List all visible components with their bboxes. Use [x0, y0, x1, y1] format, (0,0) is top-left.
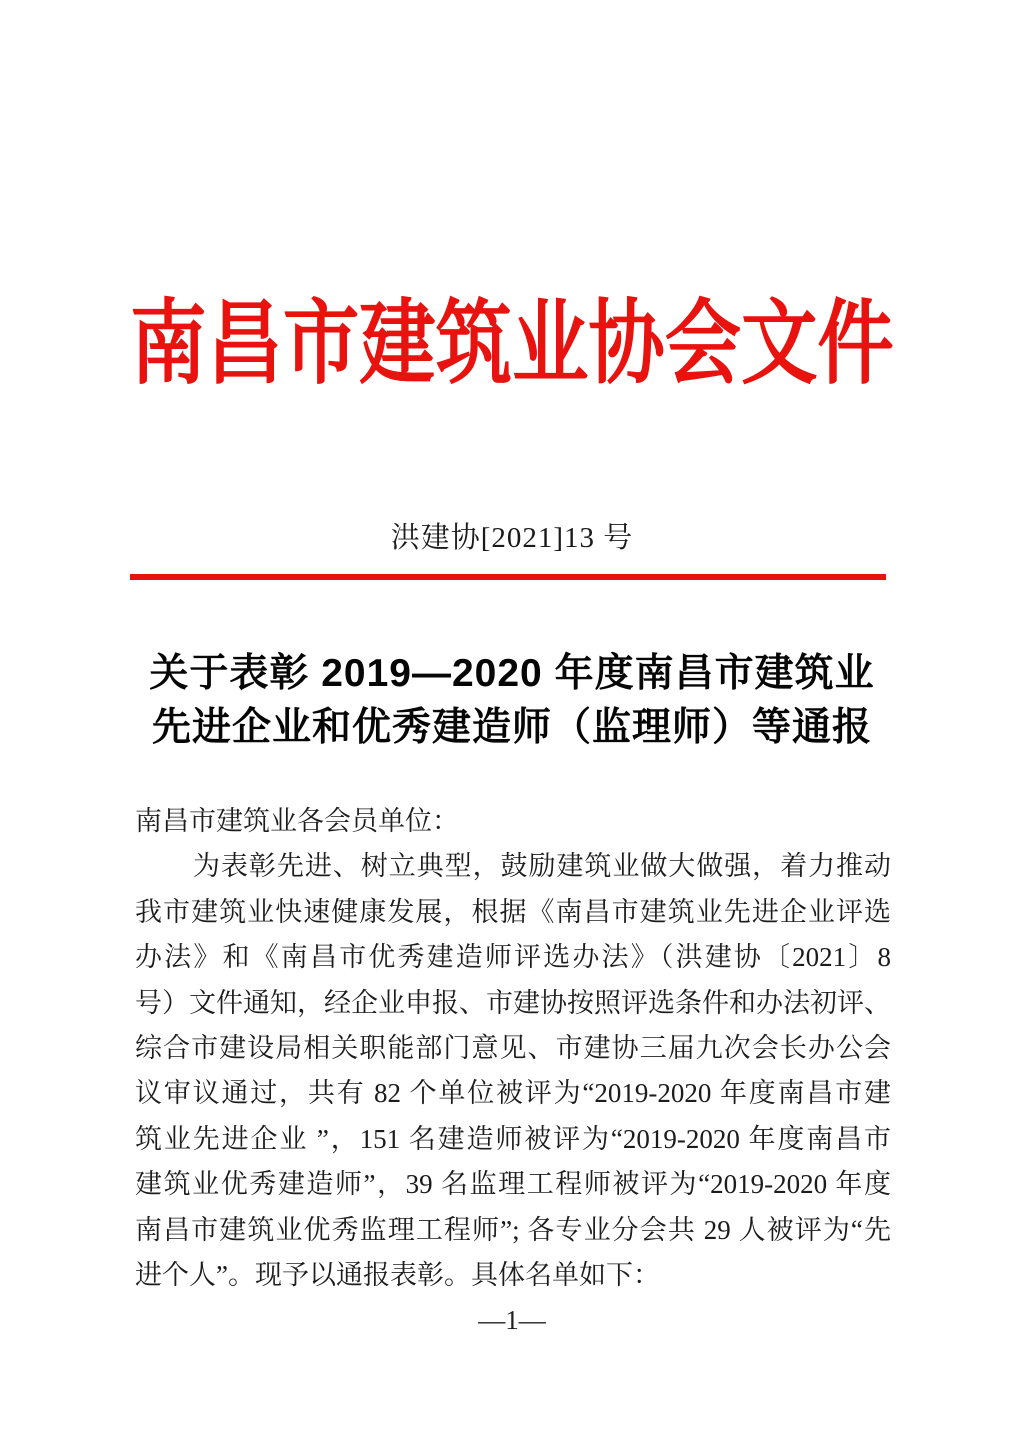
- title-line-1: 关于表彰 2019—2020 年度南昌市建筑业: [149, 652, 875, 695]
- body-line: 南昌市建筑业优秀监理工程师”; 各专业分会共 29 人被评为“先: [135, 1214, 891, 1245]
- body-line: 为表彰先进、树立典型，鼓励建筑业做大做强，着力推动: [193, 851, 891, 882]
- document-title: [62, 647, 962, 755]
- body-line: 办法》和《南昌市优秀建造师评选办法》（洪建协〔2021〕8: [135, 942, 891, 973]
- body-line: 综合市建设局相关职能部门意见、市建协三届九次会长办公会: [135, 1032, 891, 1063]
- document-body: [135, 799, 891, 1298]
- salutation: 南昌市建筑业各会员单位：: [135, 806, 459, 836]
- body-line: 建筑业优秀建造师”，39 名监理工程师被评为“2019-2020 年度: [135, 1169, 891, 1200]
- body-line: 筑业先进企业 ”，151 名建造师被评为“2019-2020 年度南昌市: [135, 1123, 891, 1154]
- red-divider-line: [130, 574, 886, 580]
- body-line: 我市建筑业快速健康发展，根据《南昌市建筑业先进企业评选: [135, 896, 891, 927]
- page-number: —1—: [478, 1305, 546, 1335]
- body-line: 议审议通过，共有 82 个单位被评为“2019-2020 年度南昌市建: [135, 1078, 891, 1109]
- doc-number: 洪建协[2021]13 号: [390, 522, 634, 554]
- title-line-2: 先进企业和优秀建造师（监理师）等通报: [151, 706, 872, 749]
- body-line: 号）文件通知，经企业申报、市建协按照评选条件和办法初评、: [135, 987, 891, 1018]
- masthead-title: 南昌市建筑业协会文件: [130, 293, 894, 395]
- body-line: 进个人”。现予以通报表彰。具体名单如下：: [135, 1259, 660, 1290]
